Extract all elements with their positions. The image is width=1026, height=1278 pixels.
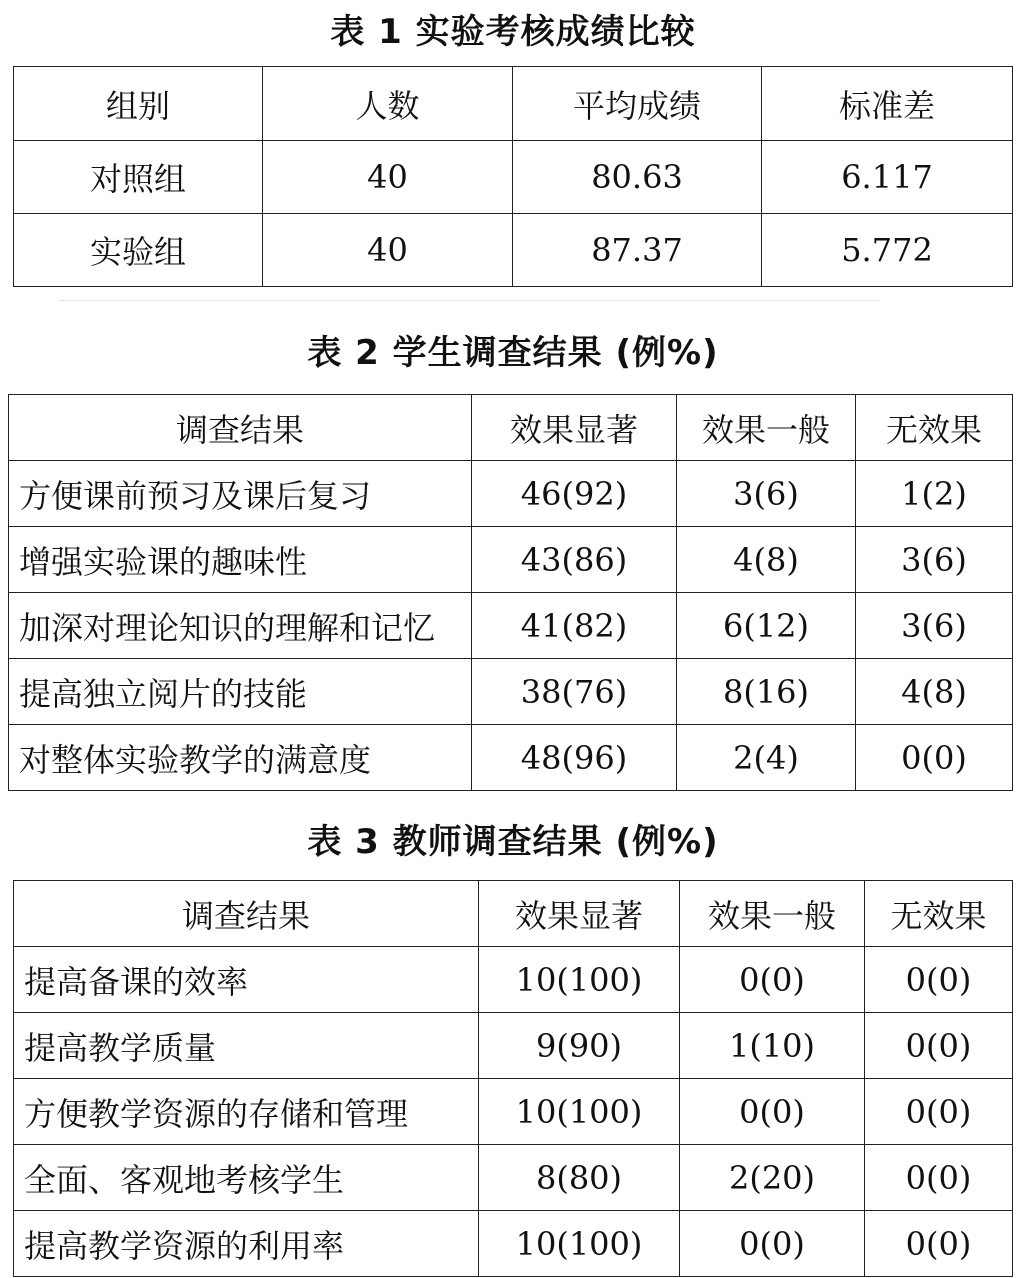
table-cell: 增强实验课的趣味性 <box>9 527 472 593</box>
table-cell: 10(100) <box>479 1079 680 1145</box>
table-cell: 实验组 <box>14 214 263 287</box>
table3-header-cell: 效果显著 <box>479 881 680 947</box>
table-cell: 全面、客观地考核学生 <box>14 1145 479 1211</box>
table-cell: 5.772 <box>762 214 1013 287</box>
table-cell: 0(0) <box>680 1211 865 1277</box>
table-cell: 9(90) <box>479 1013 680 1079</box>
table-row <box>14 1145 1013 1211</box>
table-cell: 0(0) <box>680 1079 865 1145</box>
table-cell: 1(10) <box>680 1013 865 1079</box>
table-cell: 0(0) <box>865 1145 1013 1211</box>
table-cell: 3(6) <box>677 461 856 527</box>
table1-header-cell: 平均成绩 <box>513 67 762 141</box>
table-cell: 6.117 <box>762 141 1013 214</box>
table3-header-cell: 无效果 <box>865 881 1013 947</box>
table3 <box>13 880 1013 1277</box>
table-cell: 2(20) <box>680 1145 865 1211</box>
table1 <box>13 66 1013 287</box>
table-cell: 0(0) <box>680 947 865 1013</box>
table1-header-row <box>14 67 1013 141</box>
table2-header-cell: 效果显著 <box>472 395 677 461</box>
table-row <box>14 141 1013 214</box>
table-cell: 40 <box>263 214 513 287</box>
table-cell: 87.37 <box>513 214 762 287</box>
table-cell: 提高独立阅片的技能 <box>9 659 472 725</box>
table-row <box>9 725 1013 791</box>
table-cell: 38(76) <box>472 659 677 725</box>
table-row <box>14 1013 1013 1079</box>
table-cell: 对整体实验教学的满意度 <box>9 725 472 791</box>
table-cell: 8(16) <box>677 659 856 725</box>
table1-caption: 表 1 实验考核成绩比较 <box>330 12 696 52</box>
table-cell: 0(0) <box>865 1079 1013 1145</box>
table-cell: 方便课前预习及课后复习 <box>9 461 472 527</box>
table-cell: 8(80) <box>479 1145 680 1211</box>
table-cell: 4(8) <box>677 527 856 593</box>
table-cell: 提高教学质量 <box>14 1013 479 1079</box>
table-row <box>9 659 1013 725</box>
table1-header-cell: 组别 <box>14 67 263 141</box>
table-row <box>14 1211 1013 1277</box>
table-row <box>14 1079 1013 1145</box>
table-cell: 41(82) <box>472 593 677 659</box>
table-cell: 0(0) <box>865 1013 1013 1079</box>
table2-header-cell: 调查结果 <box>9 395 472 461</box>
faint-divider <box>60 300 880 301</box>
table-cell: 43(86) <box>472 527 677 593</box>
table3-header-cell: 调查结果 <box>14 881 479 947</box>
table-row <box>14 947 1013 1013</box>
table2-header-row <box>9 395 1013 461</box>
table-cell: 1(2) <box>856 461 1013 527</box>
table-cell: 对照组 <box>14 141 263 214</box>
table-cell: 40 <box>263 141 513 214</box>
table-cell: 10(100) <box>479 1211 680 1277</box>
table-cell: 0(0) <box>865 1211 1013 1277</box>
table1-header-cell: 人数 <box>263 67 513 141</box>
table3-header-cell: 效果一般 <box>680 881 865 947</box>
table-cell: 加深对理论知识的理解和记忆 <box>9 593 472 659</box>
table-cell: 提高教学资源的利用率 <box>14 1211 479 1277</box>
table-cell: 方便教学资源的存储和管理 <box>14 1079 479 1145</box>
table-cell: 6(12) <box>677 593 856 659</box>
table-cell: 3(6) <box>856 593 1013 659</box>
table-cell: 80.63 <box>513 141 762 214</box>
table-cell: 4(8) <box>856 659 1013 725</box>
table-cell: 2(4) <box>677 725 856 791</box>
table-cell: 0(0) <box>865 947 1013 1013</box>
table2-header-cell: 无效果 <box>856 395 1013 461</box>
table1-header-cell: 标准差 <box>762 67 1013 141</box>
table3-header-row <box>14 881 1013 947</box>
table3-caption: 表 3 教师调查结果 (例%) <box>307 822 719 862</box>
table-cell: 3(6) <box>856 527 1013 593</box>
table2-caption: 表 2 学生调查结果 (例%) <box>307 333 719 373</box>
table-cell: 提高备课的效率 <box>14 947 479 1013</box>
table-row <box>9 593 1013 659</box>
table2-header-cell: 效果一般 <box>677 395 856 461</box>
table-cell: 10(100) <box>479 947 680 1013</box>
table-row <box>9 461 1013 527</box>
table2 <box>8 394 1013 791</box>
table-cell: 0(0) <box>856 725 1013 791</box>
table-row <box>9 527 1013 593</box>
table-row <box>14 214 1013 287</box>
table-cell: 48(96) <box>472 725 677 791</box>
table-cell: 46(92) <box>472 461 677 527</box>
